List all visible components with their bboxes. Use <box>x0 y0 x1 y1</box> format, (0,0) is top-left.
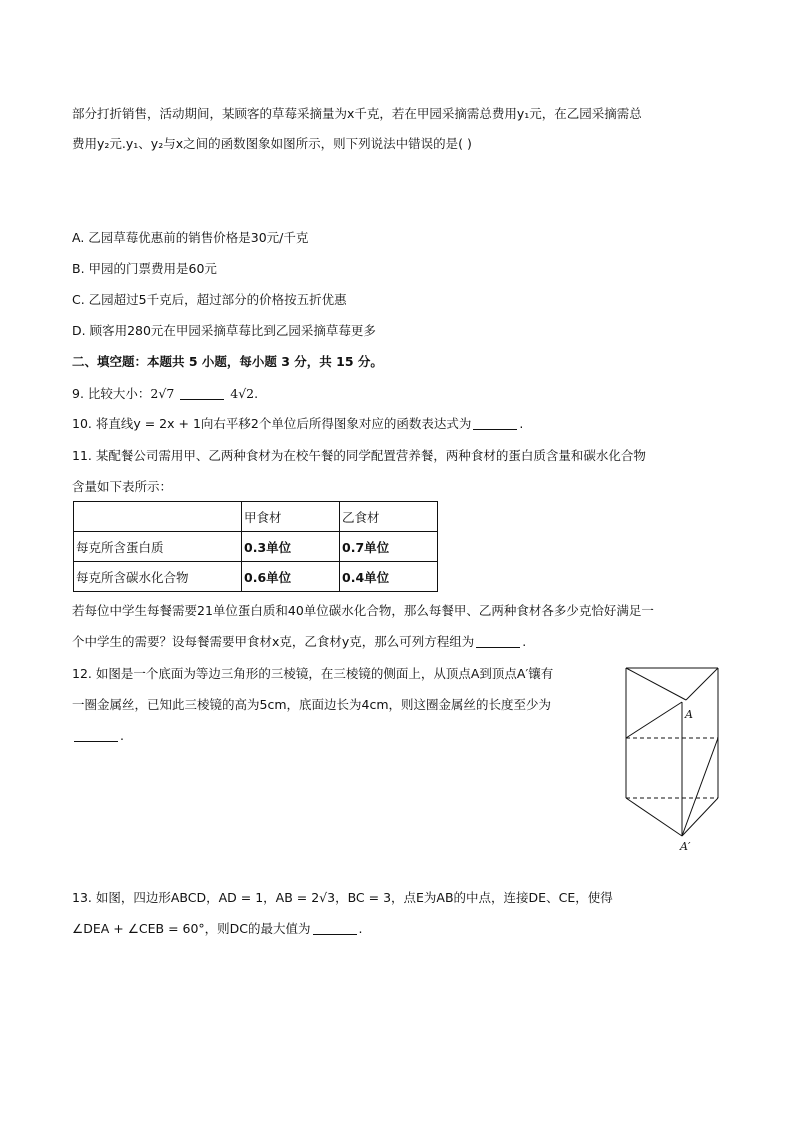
q12-answer-blank[interactable] <box>74 729 118 742</box>
q9-end: . <box>254 386 259 401</box>
q8-intro-line2: 费用y₂元.y₁、y₂与x之间的函数图象如图所示，则下列说法中错误的是( ) <box>72 136 472 151</box>
q9-line <box>72 384 258 404</box>
q11-end: . <box>522 634 527 649</box>
nutrition-table <box>73 501 438 592</box>
q13-end: . <box>358 921 363 936</box>
prism-figure <box>618 660 728 856</box>
prism-bottom-left-edge <box>626 798 682 836</box>
prism-bottom-right-edge <box>682 798 718 836</box>
q13-line2 <box>72 919 363 939</box>
table-cell: 0.3单位 <box>242 532 340 562</box>
table-header-row <box>74 502 438 532</box>
prism-top-right-edge <box>686 668 718 700</box>
q9-answer-blank[interactable] <box>180 387 224 400</box>
q8-intro-line1: 部分打折销售，活动期间，某顾客的草莓采摘量为x千克，若在甲园采摘需总费用y₁元，在乙园采摘需总 <box>72 106 642 121</box>
table-row <box>74 532 438 562</box>
q12-line1: 12. 如图是一个底面为等边三角形的三棱镜，在三棱镜的侧面上，从顶点A到顶点A′镶有 <box>72 666 554 681</box>
option-a: A. 乙园草莓优惠前的销售价格是30元/千克 <box>72 230 309 245</box>
section-heading: 二、填空题：本题共 5 小题，每小题 3 分，共 15 分。 <box>72 354 383 369</box>
q12-line3 <box>72 726 124 746</box>
table-cell: 0.6单位 <box>242 562 340 592</box>
q11-answer-blank[interactable] <box>476 635 520 648</box>
q9-right-expr: 4√2 <box>230 386 255 401</box>
table-cell: 0.4单位 <box>340 562 438 592</box>
q9-prefix: 9. 比较大小： <box>72 386 151 401</box>
table-cell: 乙食材 <box>340 502 438 532</box>
q13-answer-blank[interactable] <box>313 922 357 935</box>
q10-line <box>72 414 523 434</box>
q9-left-expr: 2√7 <box>150 386 175 401</box>
option-d: D. 顾客用280元在甲园采摘草莓比到乙园采摘草莓更多 <box>72 323 376 338</box>
q13-line1: 13. 如图，四边形ABCD，AD = 1，AB = 2√3，BC = 3，点E为AB的中点，连接DE、CE，使得 <box>72 890 613 905</box>
q12-line2: 一圈金属丝，已知此三棱镜的高为5cm，底面边长为4cm，则这圈金属丝的长度至少为 <box>72 697 552 712</box>
wire-segment-3 <box>682 738 718 836</box>
q11-line3: 若每位中学生每餐需要21单位蛋白质和40单位碳水化合物，那么每餐甲、乙两种食材各多少克恰好满足一 <box>72 603 654 618</box>
q10-end: . <box>519 416 524 431</box>
label-a-prime: A′ <box>680 840 691 853</box>
q10-text: 10. 将直线y = 2x + 1向右平移2个单位后所得图象对应的函数表达式为 <box>72 416 472 431</box>
table-cell: 甲食材 <box>242 502 340 532</box>
option-c: C. 乙园超过5千克后，超过部分的价格按五折优惠 <box>72 292 347 307</box>
table-cell <box>74 502 242 532</box>
wire-segment-1 <box>626 702 682 738</box>
table-cell: 每克所含蛋白质 <box>74 532 242 562</box>
q11-line4-text: 个中学生的需要？设每餐需要甲食材x克，乙食材y克，那么可列方程组为 <box>72 634 475 649</box>
label-a: A <box>685 708 693 721</box>
table-row <box>74 562 438 592</box>
q11-line1: 11. 某配餐公司需用甲、乙两种食材为在校午餐的同学配置营养餐，两种食材的蛋白质含量和碳水化合物 <box>72 448 646 463</box>
option-b: B. 甲园的门票费用是60元 <box>72 261 217 276</box>
q11-line2: 含量如下表所示： <box>72 479 173 494</box>
table-cell: 0.7单位 <box>340 532 438 562</box>
q11-line4 <box>72 632 526 652</box>
table-cell: 每克所含碳水化合物 <box>74 562 242 592</box>
q10-answer-blank[interactable] <box>473 417 517 430</box>
q13-line2-text: ∠DEA + ∠CEB = 60°，则DC的最大值为 <box>72 921 311 936</box>
q12-end: . <box>120 728 124 743</box>
prism-top-left-edge <box>626 668 686 700</box>
